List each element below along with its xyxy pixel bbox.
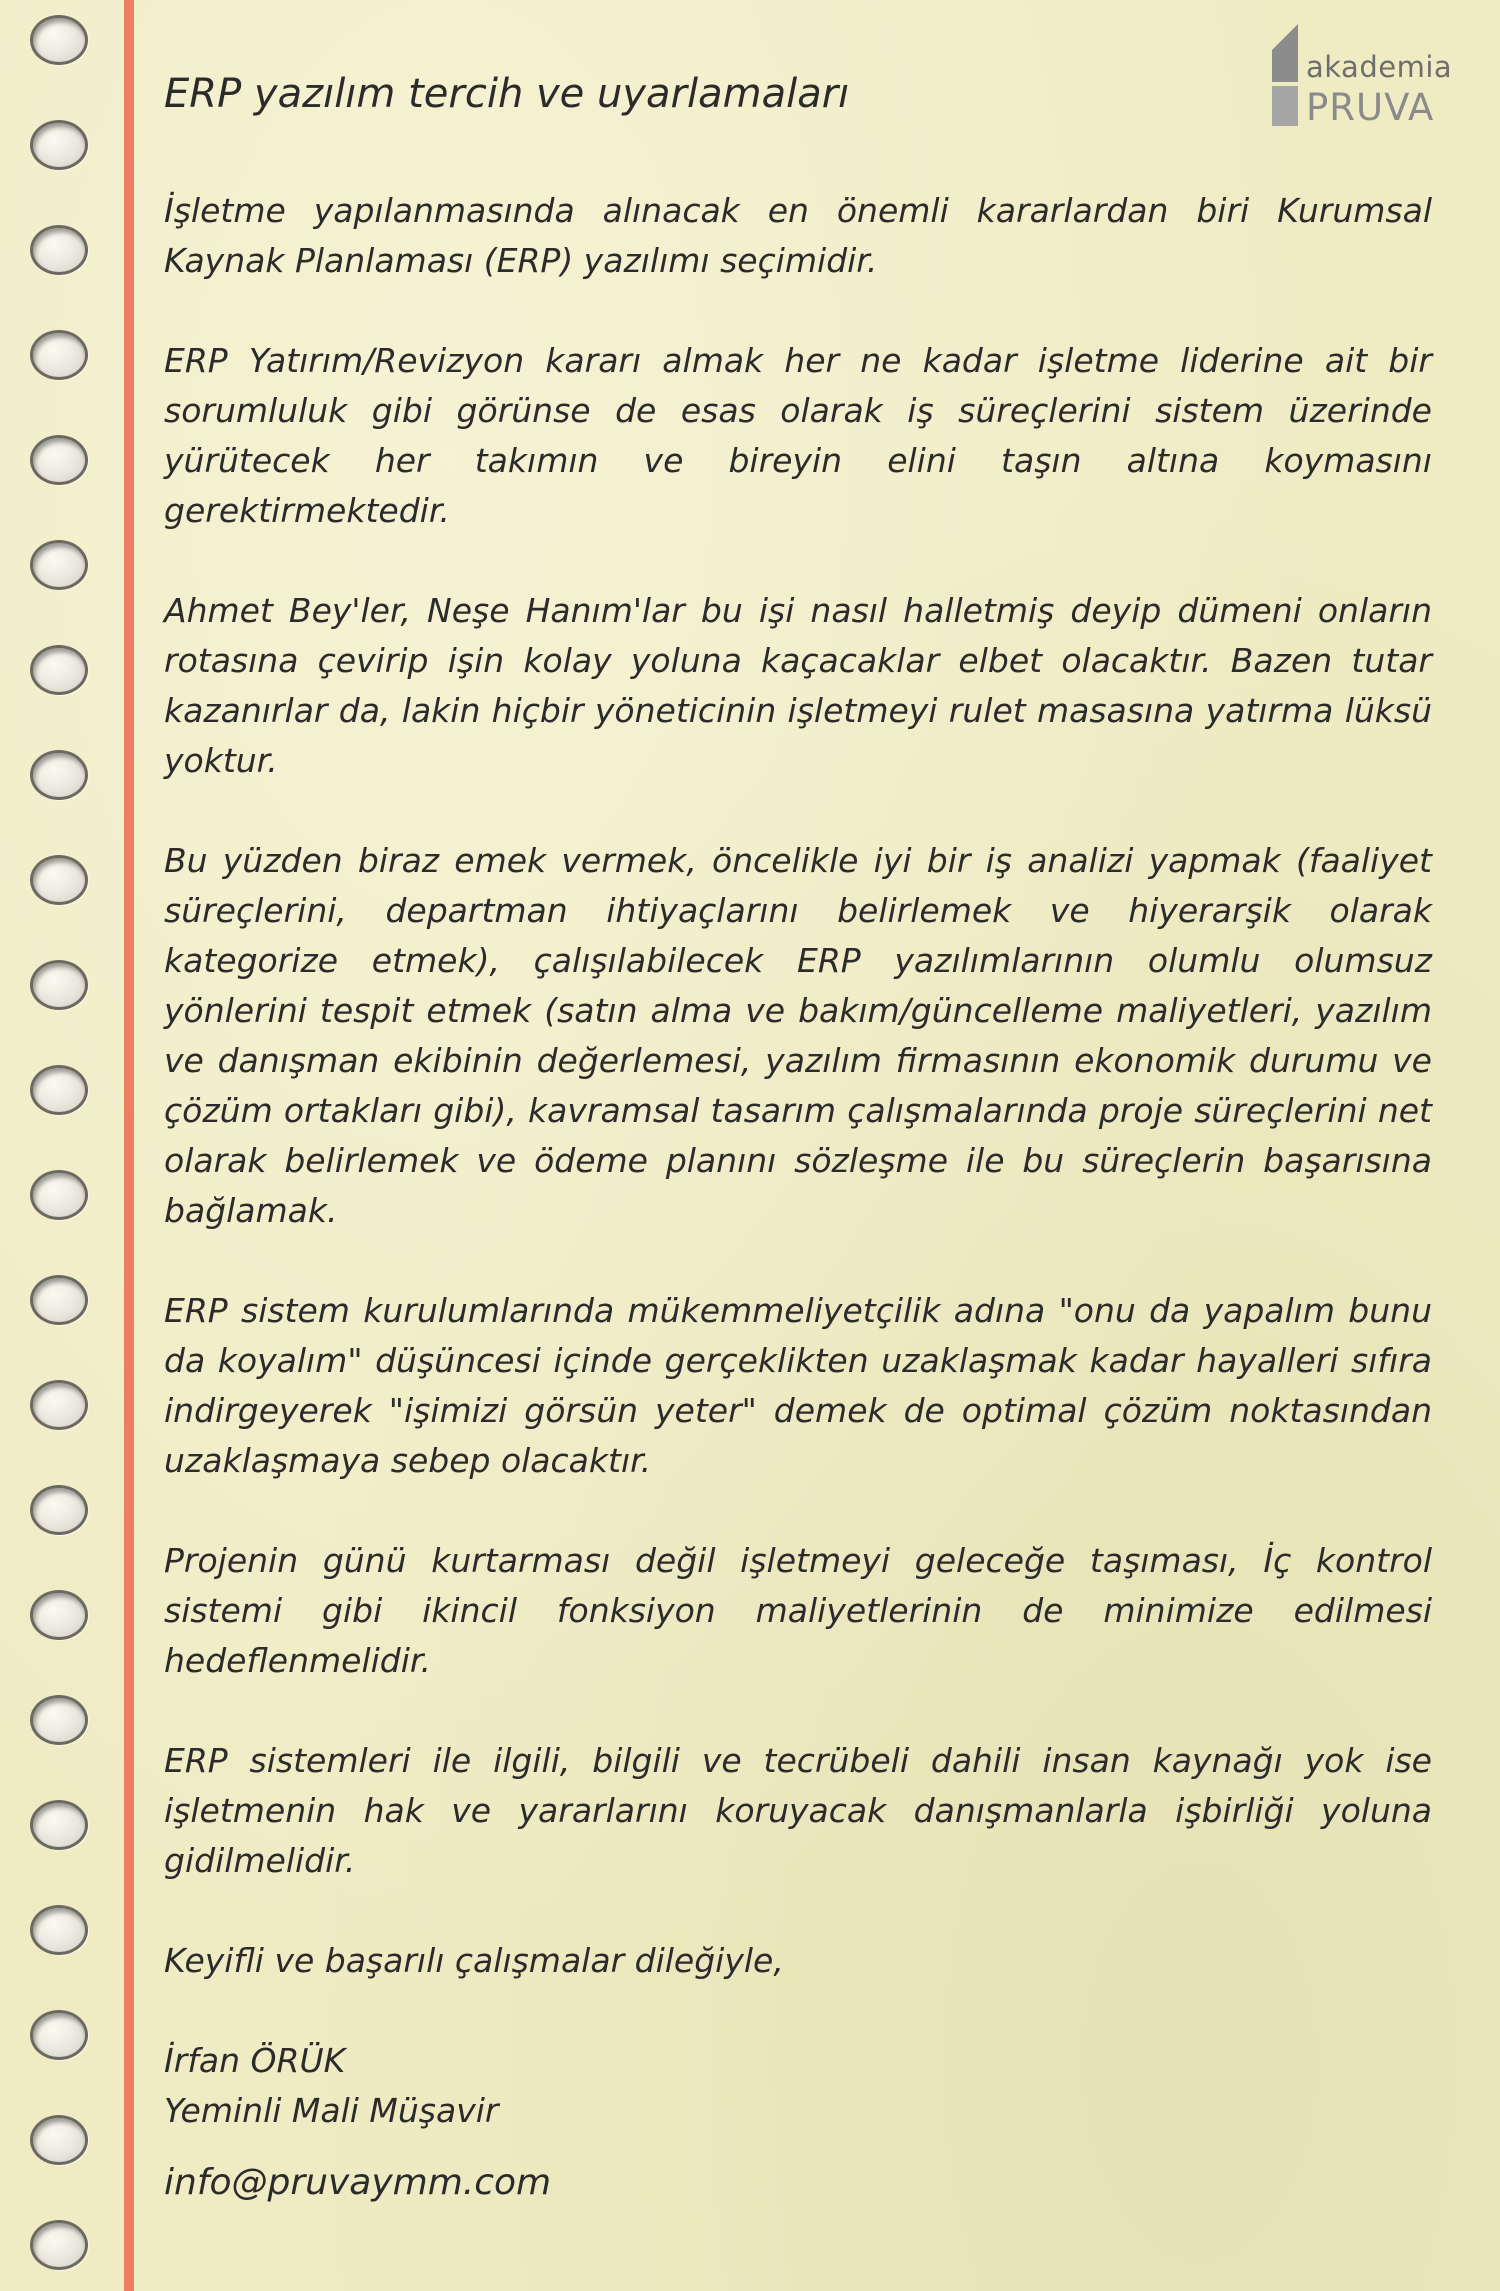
binder-hole	[30, 1485, 88, 1535]
binder-hole	[30, 435, 88, 485]
letter-body	[164, 70, 1435, 2208]
signature-title: Yeminli Mali Müşavir	[164, 2091, 499, 2130]
binder-hole	[30, 2115, 88, 2165]
margin-line	[124, 0, 134, 2291]
binder-hole	[30, 750, 88, 800]
binder-hole	[30, 1590, 88, 1640]
binder-hole	[30, 1800, 88, 1850]
binder-hole	[30, 1275, 88, 1325]
binder-hole	[30, 960, 88, 1010]
logo-top-text: akademia	[1306, 50, 1453, 84]
binder-hole	[30, 1170, 88, 1220]
paragraph: Projenin günü kurtarması değil işletmeyi geleceğe taşıması, İç kontrol sistemi gibi ikincil fonksiyon maliyetlerinin de minimize edilmesi hedeflenmelidir.	[164, 1541, 1432, 1680]
signature-name: İrfan ÖRÜK	[164, 2041, 346, 2080]
binder-hole	[30, 120, 88, 170]
document-title: ERP yazılım tercih ve uyarlamaları	[164, 71, 850, 117]
binder-hole	[30, 330, 88, 380]
closing-line: Keyifli ve başarılı çalışmalar dileğiyle,	[164, 1941, 784, 1980]
paragraph: ERP sistem kurulumlarında mükemmeliyetçilik adına "onu da yapalım bunu da koyalım" düşüncesi içinde gerçeklikten uzaklaşmak kadar hayalleri sıfıra indirgeyerek "işimizi görsün yeter" demek de optimal çözüm noktasından uzaklaşmaya sebep olacaktır.	[164, 1291, 1432, 1480]
binder-hole	[30, 225, 88, 275]
binder-hole	[30, 1065, 88, 1115]
binder-hole	[30, 1695, 88, 1745]
paragraph: Bu yüzden biraz emek vermek, öncelikle iyi bir iş analizi yapmak (faaliyet süreçlerini, departman ihtiyaçlarını belirlemek ve hiyerarşik olarak kategorize etmek), çalışılabilecek ERP yazılımlarının olumlu olumsuz yönlerini tespit etmek (satın alma ve bakım/güncelleme maliyetleri, yazılım ve danışman ekibinin değerlemesi, yazılım firmasının ekonomik durumu ve çözüm ortakları gibi), kavramsal tasarım çalışmalarında proje süreçlerini net olarak belirlemek ve ödeme planını sözleşme ile bu süreçlerin başarısına bağlamak.	[164, 841, 1432, 1230]
binder-hole	[30, 2010, 88, 2060]
binder-hole	[30, 2220, 88, 2270]
binder-holes	[30, 0, 94, 2291]
paragraph: İşletme yapılanmasında alınacak en önemli kararlardan biri Kurumsal Kaynak Planlaması (ERP) yazılımı seçimidir.	[164, 191, 1432, 280]
email-address: info@pruvaymm.com	[164, 2162, 552, 2203]
binder-hole	[30, 15, 88, 65]
binder-hole	[30, 1905, 88, 1955]
binder-hole	[30, 645, 88, 695]
logo-bottom-text: PRUVA	[1306, 86, 1435, 129]
paragraph: ERP Yatırım/Revizyon kararı almak her ne kadar işletme liderine ait bir sorumluluk gibi görünse de esas olarak iş süreçlerini sistem üzerinde yürütecek her takımın ve bireyin elini taşın altına koymasını gerektirmektedir.	[164, 341, 1432, 530]
paragraph: Ahmet Bey'ler, Neşe Hanım'lar bu işi nasıl halletmiş deyip dümeni onların rotasına çevirip işin kolay yoluna kaçacaklar elbet olacaktır. Bazen tutar kazanırlar da, lakin hiçbir yöneticinin işletmeyi rulet masasına yatırma lüksü yoktur.	[164, 591, 1432, 780]
binder-hole	[30, 540, 88, 590]
paragraph: ERP sistemleri ile ilgili, bilgili ve tecrübeli dahili insan kaynağı yok ise işletmenin hak ve yararlarını koruyacak danışmanlarla işbirliği yoluna gidilmelidir.	[164, 1741, 1432, 1880]
binder-hole	[30, 855, 88, 905]
binder-hole	[30, 1380, 88, 1430]
